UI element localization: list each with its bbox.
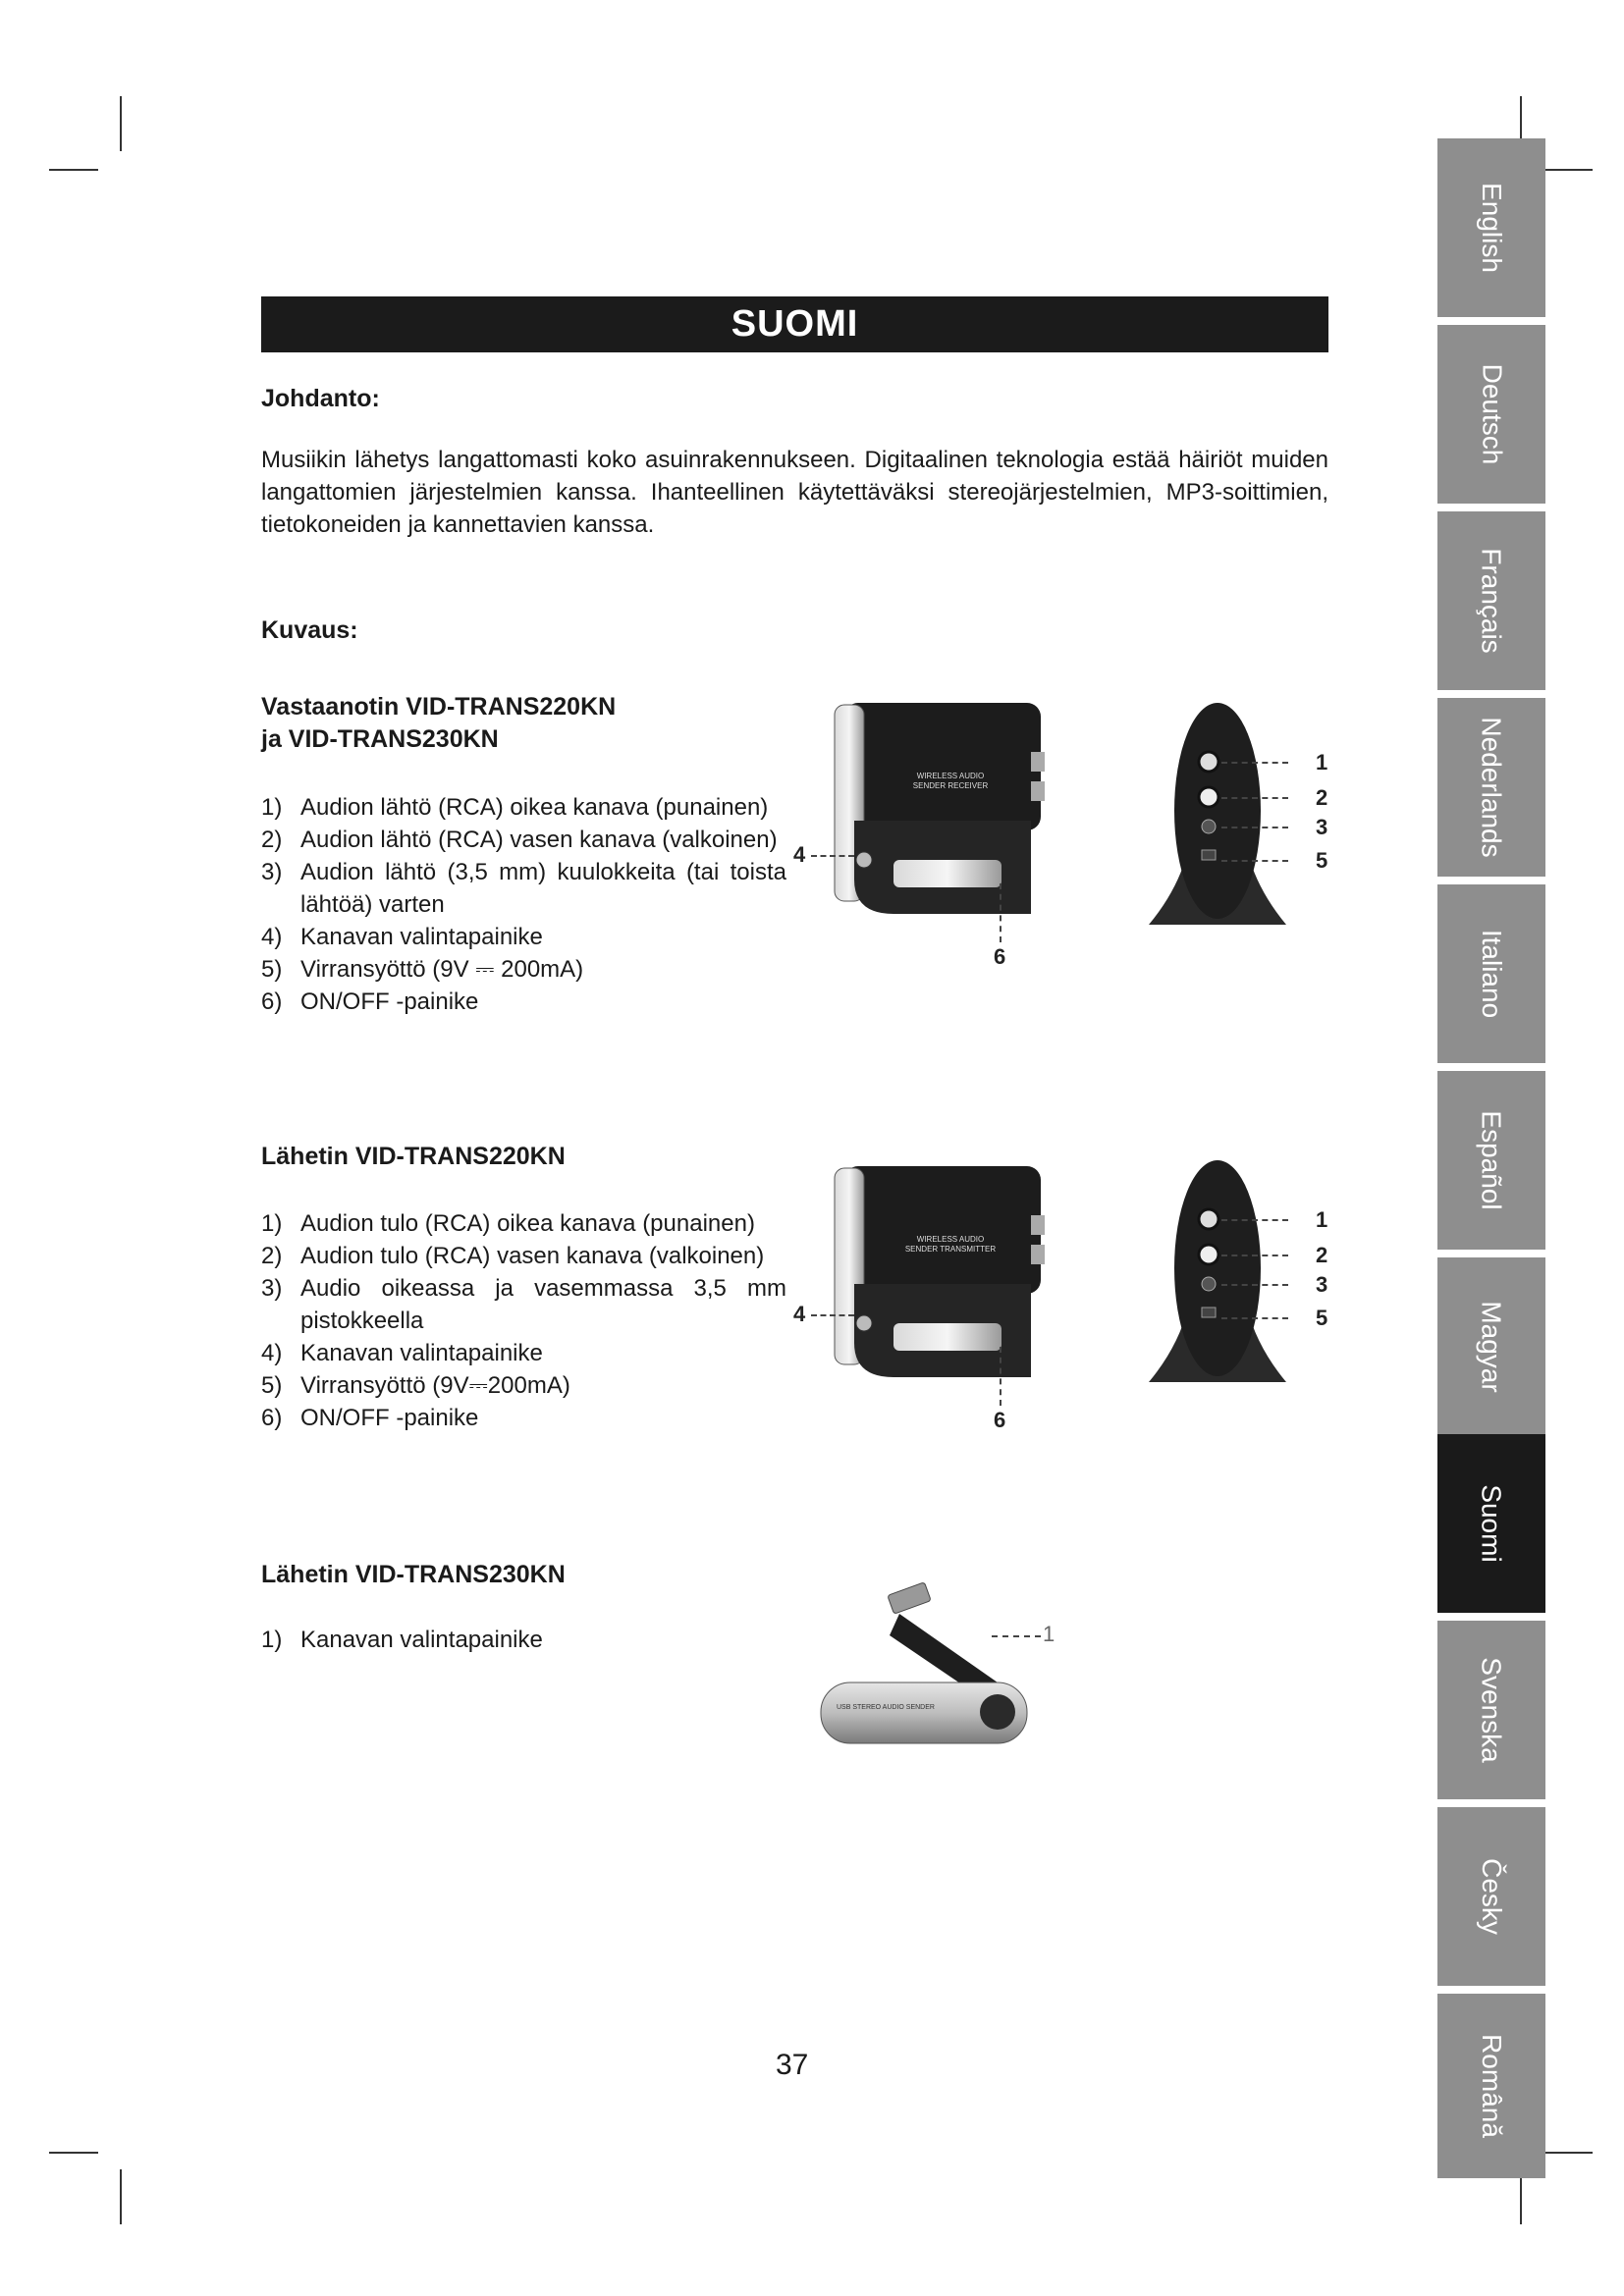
callout-2: 2: [1316, 785, 1328, 810]
callout-line: [1221, 860, 1288, 862]
transmitter220-device-label: WIRELESS AUDIO SENDER TRANSMITTER: [904, 1235, 997, 1254]
tab-label: Français: [1477, 548, 1507, 654]
crop-mark: [1543, 2152, 1593, 2154]
transmitter220-heading: Lähetin VID-TRANS220KN: [261, 1143, 566, 1170]
crop-mark: [49, 2152, 98, 2154]
list-item: 4) Kanavan valintapainike: [261, 1340, 543, 1366]
intro-heading: Johdanto:: [261, 385, 380, 412]
list-item: 3) Audio oikeassa ja vasemmassa 3,5 mm pistokkeella: [261, 1275, 786, 1334]
receiver-heading-line2: ja VID-TRANS230KN: [261, 725, 499, 753]
tab-label: Română: [1477, 2034, 1507, 2138]
callout-4: 4: [793, 1302, 806, 1326]
callout-4: 4: [793, 842, 806, 867]
callout-1: 1: [1043, 1622, 1056, 1646]
crop-mark: [120, 2169, 122, 2224]
callout-line: [992, 1635, 1041, 1637]
transmitter220-parts-list: [261, 1207, 786, 1434]
tab-label: Nederlands: [1477, 717, 1508, 858]
page-title-bar: [261, 296, 1328, 352]
callout-line: [1221, 1219, 1288, 1221]
list-item: 2) Audion tulo (RCA) vasen kanava (valkoinen): [261, 1243, 765, 1269]
list-item: 1) Kanavan valintapainike: [261, 1627, 543, 1653]
tab-label: Svenska: [1477, 1657, 1507, 1763]
list-item: 5) Virransyöttö (9V ⎓ 200mA): [261, 956, 584, 983]
tab-label: Suomi: [1477, 1484, 1507, 1563]
usb-sender-image: [811, 1575, 1047, 1761]
transmitter220-device-image: [785, 1156, 1060, 1392]
callout-3: 3: [1316, 1272, 1328, 1297]
tab-deutsch[interactable]: [1437, 325, 1545, 504]
tab-label: Italiano: [1476, 929, 1507, 1019]
callout-line: [1221, 797, 1288, 799]
callout-2: 2: [1316, 1243, 1328, 1267]
tab-suomi[interactable]: [1437, 1434, 1545, 1613]
callout-line: [811, 855, 854, 857]
language-tabs: [1437, 138, 1545, 2178]
page-number: 37: [776, 2049, 809, 2081]
callout-5: 5: [1316, 1306, 1328, 1330]
callout-line: [811, 1314, 854, 1316]
callout-line: [1221, 1255, 1288, 1256]
receiver-heading-line1: Vastaanotin VID-TRANS220KN: [261, 693, 617, 721]
transmitter230-parts-list: [261, 1624, 786, 1656]
receiver-device-label: WIRELESS AUDIO SENDER RECEIVER: [912, 772, 989, 790]
callout-line: [1221, 1284, 1288, 1286]
callout-1: 1: [1316, 1207, 1328, 1232]
page-title: SUOMI: [731, 303, 859, 345]
callout-6: 6: [994, 1408, 1006, 1432]
tab-cesky[interactable]: [1437, 1807, 1545, 1986]
list-item: 5) Virransyöttö (9V⎓200mA): [261, 1372, 570, 1399]
intro-text: Musiikin lähetys langattomasti koko asuinrakennukseen. Digitaalinen teknologia estää häiriöt muiden langattomien järjestelmien kanssa. Ihanteellinen käytettäväksi stereojärjestelmien, MP3-soittimien, tietokoneiden ja kannettavien kanssa.: [261, 447, 1328, 538]
receiver-rear-image: [1139, 693, 1296, 933]
tab-francais[interactable]: [1437, 511, 1545, 690]
list-item: 6) ON/OFF -painike: [261, 1405, 479, 1431]
list-item: 1) Audion lähtö (RCA) oikea kanava (punainen): [261, 794, 769, 821]
crop-mark: [1543, 169, 1593, 171]
list-item: 1) Audion tulo (RCA) oikea kanava (punainen): [261, 1210, 755, 1237]
transmitter220-rear-image: [1139, 1150, 1296, 1390]
callout-line: [1221, 827, 1288, 828]
list-item: 3) Audion lähtö (3,5 mm) kuulokkeita (tai toista lähtöä) varten: [261, 859, 786, 918]
callout-line: [1000, 1347, 1001, 1406]
tab-svenska[interactable]: [1437, 1621, 1545, 1799]
callout-5: 5: [1316, 848, 1328, 873]
tab-label: English: [1477, 183, 1507, 273]
tab-english[interactable]: [1437, 138, 1545, 317]
tab-magyar[interactable]: [1437, 1257, 1545, 1436]
callout-1: 1: [1316, 750, 1328, 774]
tab-label: Español: [1477, 1110, 1507, 1210]
tab-nederlands[interactable]: [1437, 698, 1545, 877]
usb-sender-label: USB STEREO AUDIO SENDER: [837, 1704, 935, 1711]
receiver-parts-list: [261, 791, 786, 1018]
callout-line: [1221, 762, 1288, 764]
tab-label: Magyar: [1477, 1301, 1507, 1393]
crop-mark: [49, 169, 98, 171]
callout-line: [1000, 883, 1001, 942]
tab-label: Deutsch: [1477, 363, 1507, 465]
tab-espanol[interactable]: [1437, 1071, 1545, 1250]
list-item: 2) Audion lähtö (RCA) vasen kanava (valkoinen): [261, 827, 778, 853]
crop-mark: [120, 96, 122, 151]
tab-romana[interactable]: [1437, 1994, 1545, 2178]
callout-line: [1221, 1317, 1288, 1319]
transmitter230-heading: Lähetin VID-TRANS230KN: [261, 1561, 566, 1588]
list-item: 6) ON/OFF -painike: [261, 988, 479, 1015]
receiver-device-image: [785, 693, 1060, 929]
description-heading: Kuvaus:: [261, 616, 358, 644]
list-item: 4) Kanavan valintapainike: [261, 924, 543, 950]
tab-italiano[interactable]: [1437, 884, 1545, 1063]
callout-3: 3: [1316, 815, 1328, 839]
callout-6: 6: [994, 944, 1006, 969]
tab-label: Česky: [1476, 1858, 1507, 1935]
